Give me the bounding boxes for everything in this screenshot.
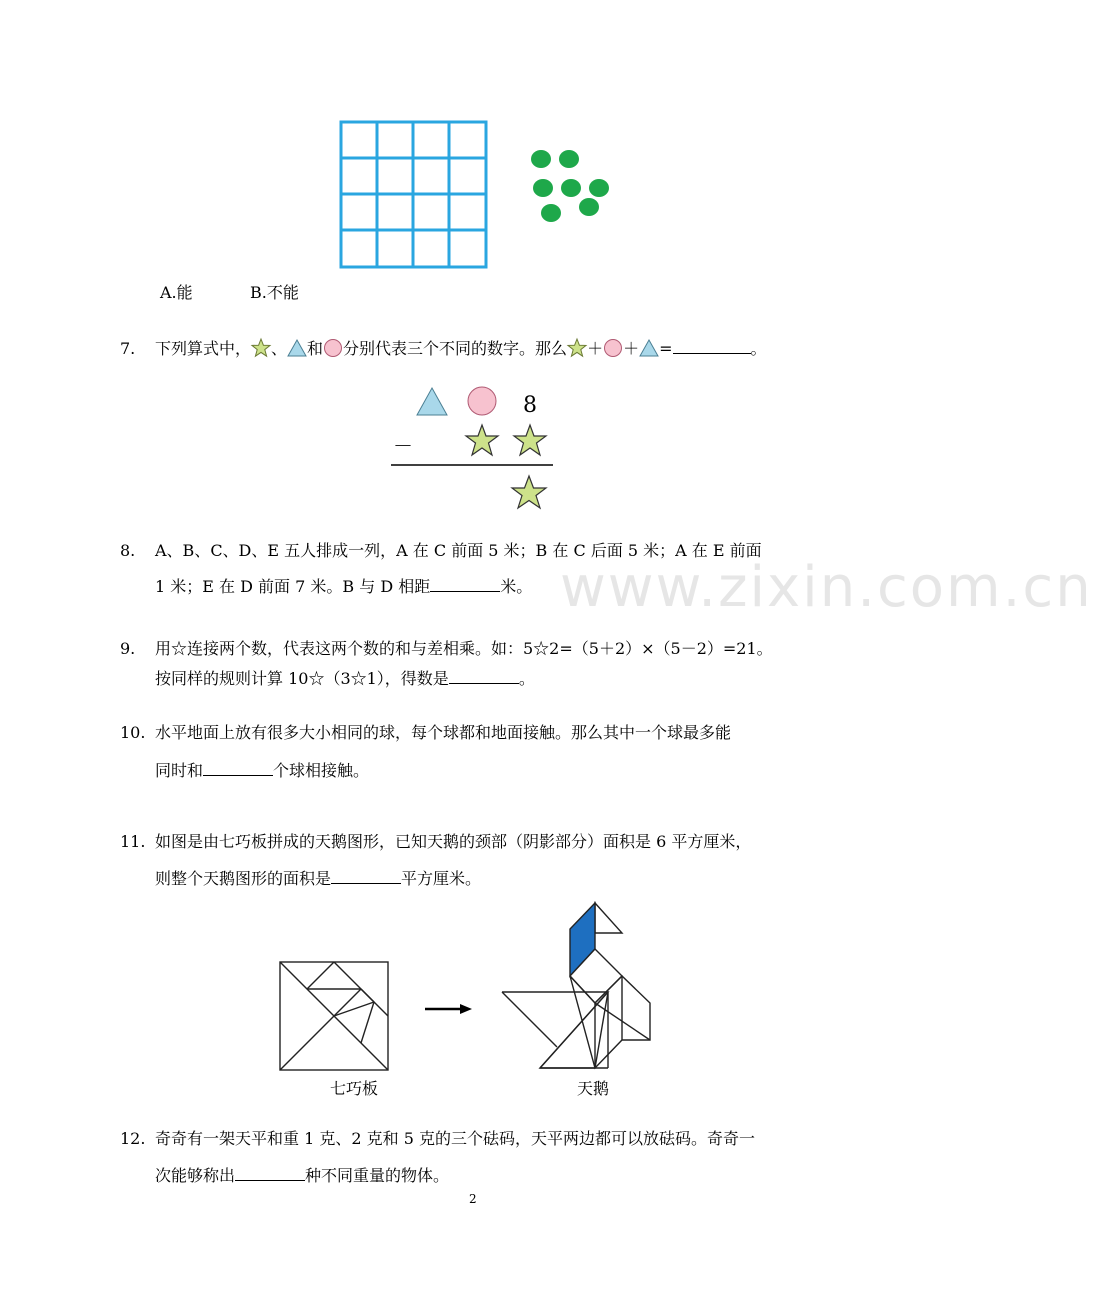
triangle-icon [417,388,447,415]
q11-line-1: 如图是由七巧板拼成的天鹅图形，已知天鹅的颈部（阴影部分）面积是 6 平方厘米， [155,832,752,851]
q7-number: 7. [120,339,136,358]
q11-line-2 [155,868,481,890]
q8-line-2a: 1 米；E 在 D 前面 7 米。B 与 D 相距 [155,577,431,596]
page-number: 2 [469,1192,477,1206]
q12-number: 12. [120,1129,146,1148]
swan-caption: 天鹅 [577,1079,610,1098]
q10-line-2a: 同时和 [155,761,204,780]
tangram-square [280,962,388,1070]
q11-line-2b: 平方厘米。 [401,869,482,888]
q10-answer-blank[interactable] [203,761,273,776]
q9-number: 9. [120,639,136,658]
q12-answer-blank[interactable] [235,1166,305,1181]
q7-digit: 8 [523,393,537,418]
circle-icon [468,387,496,415]
q7-end: 。 [750,339,767,358]
q8-answer-blank[interactable] [430,577,500,592]
star-icon [466,425,498,455]
swan-beak [595,903,622,933]
star-icon [514,425,546,455]
q7-minus-sign: － [393,434,413,458]
watermark: www.zixin.com.cn [560,555,1093,620]
blue-grid [341,122,486,267]
q9-line-2a: 按同样的规则计算 10☆（3☆1），得数是 [155,669,449,688]
q11-figure [270,890,670,1075]
q8-line-1: A、B、C、D、E 五人排成一列，A 在 C 前面 5 米；B 在 C 后面 5 米；A 在 E 前面 [155,541,762,560]
q7-answer-blank[interactable] [673,339,751,354]
q7-sep-2: 和 [307,339,324,358]
q11-answer-blank[interactable] [331,869,401,884]
circle-icon [323,338,343,358]
tangram-caption: 七巧板 [330,1079,379,1098]
green-dots [531,150,609,222]
q7-equals: = [659,339,673,358]
q9-answer-blank[interactable] [449,669,519,684]
q10-line-1: 水平地面上放有很多大小相同的球，每个球都和地面接触。那么其中一个球最多能 [155,723,732,742]
q9-line-2b: 。 [518,669,535,688]
swan-figure [502,903,650,1068]
arrow-icon [425,1004,472,1014]
q10-line-2b: 个球相接触。 [273,761,370,780]
q10-line-2 [155,760,369,782]
q10-number: 10. [120,723,146,742]
q7-text-2: 分别代表三个不同的数字。那么 [343,339,568,358]
q12-line-2a: 次能够称出 [155,1166,236,1185]
q11-line-2a: 则整个天鹅图形的面积是 [155,869,332,888]
triangle-icon [287,338,307,358]
q8-line-2b: 米。 [500,577,533,596]
q8-line-2 [155,576,532,598]
star-icon [512,476,546,508]
q7-text-1: 下列算式中， [155,339,252,358]
q6-option-b: B.不能 [250,283,299,302]
q7-text [155,338,767,360]
q12-line-1: 奇奇有一架天平和重 1 克、2 克和 5 克的三个砝码，天平两边都可以放砝码。奇奇一 [155,1129,755,1148]
q7-plus-2: ＋ [623,339,640,358]
q6-option-a: A.能 [160,283,193,302]
q11-number: 11. [120,832,146,851]
q12-line-2 [155,1165,449,1187]
q7-plus-1: ＋ [587,339,604,358]
triangle-icon [639,338,659,358]
q9-line-2 [155,668,535,690]
star-icon [251,338,271,358]
q9-line-1: 用☆连接两个数，代表这两个数的和与差相乘。如：5☆2=（5＋2）×（5－2）=21。 [155,639,773,658]
q8-number: 8. [120,541,136,560]
q6-figure [338,118,618,270]
circle-icon [603,338,623,358]
q12-line-2b: 种不同重量的物体。 [305,1166,450,1185]
star-icon [567,338,587,358]
q7-sep-1: 、 [271,339,288,358]
